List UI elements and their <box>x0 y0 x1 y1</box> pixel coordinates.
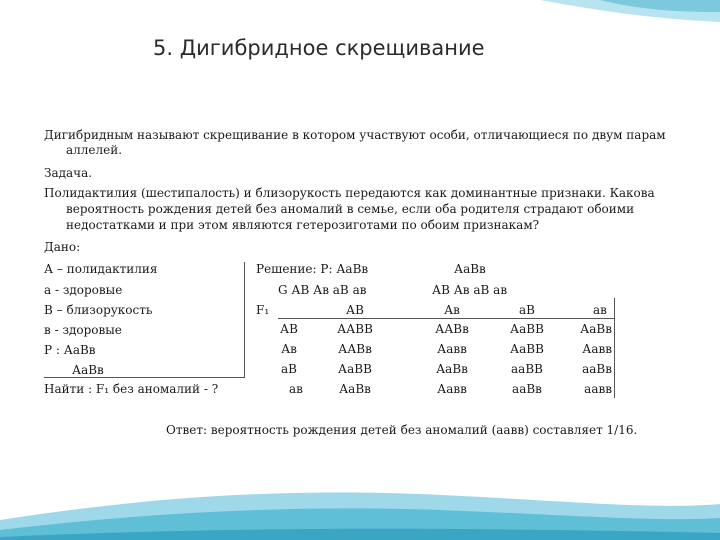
solution-gametes-2: АВ Ав аВ ав <box>432 283 508 297</box>
punnett-header-rule <box>278 318 615 319</box>
punnett-header-cell: ав <box>593 303 607 317</box>
f1-label: F₁ <box>256 303 270 317</box>
given-line: В – близорукость <box>44 303 153 317</box>
punnett-cell: АаВв <box>339 382 371 396</box>
definition-line-2: аллелей. <box>66 143 123 157</box>
slide-title: 5. Дигибридное скрещивание <box>153 36 485 60</box>
given-separator <box>44 377 244 378</box>
punnett-cell: аавв <box>584 382 612 396</box>
punnett-cell: ааВв <box>582 362 612 376</box>
punnett-row-gamete: АВ <box>280 322 298 336</box>
task-label: Задача. <box>44 166 93 180</box>
punnett-row-gamete: Ав <box>281 342 297 356</box>
task-line-3: недостатками и при этом являются гетерозиготами по обоим признакам? <box>66 218 540 232</box>
punnett-cell: ааВВ <box>511 362 543 376</box>
punnett-cell: Аавв <box>437 382 467 396</box>
punnett-cell: ААВв <box>435 322 469 336</box>
find-line: Найти : F₁ без аномалий - ? <box>44 382 219 396</box>
punnett-right-rule <box>614 298 615 398</box>
solution-parents: Решение: Р: АаВв <box>256 262 369 276</box>
solution-parent-2: АаВв <box>454 262 486 276</box>
punnett-cell: АаВВ <box>338 362 372 376</box>
given-line: АаВв <box>72 363 104 377</box>
given-line: А – полидактилия <box>44 262 158 276</box>
punnett-header-cell: аВ <box>519 303 535 317</box>
punnett-cell: ААВв <box>338 342 372 356</box>
given-line: а - здоровые <box>44 283 123 297</box>
answer-text: Ответ: вероятность рождения детей без аномалий (аавв) составляет 1/16. <box>166 423 638 437</box>
punnett-cell: ааВв <box>512 382 542 396</box>
given-line: Р : АаВв <box>44 343 96 357</box>
task-line-1: Полидактилия (шестипалость) и близорукость передаются как доминантные признаки. Какова <box>44 186 655 200</box>
punnett-header-cell: Ав <box>444 303 460 317</box>
definition-line-1: Дигибридным называют скрещивание в котором участвуют особи, отличающиеся по двум парам <box>44 128 666 142</box>
punnett-cell: АаВВ <box>510 322 544 336</box>
punnett-row-gamete: ав <box>289 382 303 396</box>
punnett-cell: ААВВ <box>337 322 373 336</box>
punnett-cell: АаВВ <box>510 342 544 356</box>
punnett-header-cell: АВ <box>346 303 364 317</box>
punnett-cell: АаВв <box>580 322 612 336</box>
given-label: Дано: <box>44 240 81 254</box>
punnett-cell: АаВв <box>436 362 468 376</box>
given-vertical-separator <box>244 262 245 378</box>
punnett-row-gamete: аВ <box>281 362 297 376</box>
solution-gametes-1: G АВ Ав аВ ав <box>278 283 367 297</box>
task-line-2: вероятность рождения детей без аномалий в семье, если оба родителя страдают обоими <box>66 202 635 216</box>
punnett-cell: Аавв <box>437 342 467 356</box>
punnett-cell: Аавв <box>582 342 612 356</box>
given-line: в - здоровые <box>44 323 122 337</box>
